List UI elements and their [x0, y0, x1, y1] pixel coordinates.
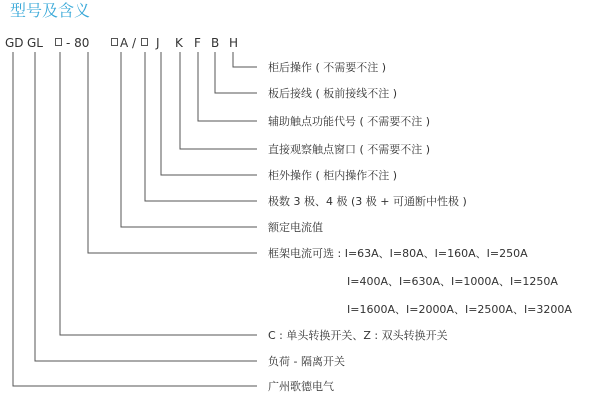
leader-gl — [35, 52, 257, 361]
desc-manufacturer: 广州歌德电气 — [268, 380, 334, 393]
desc-load-isolation: 负荷 - 隔离开关 — [268, 355, 345, 368]
leader-switch — [60, 52, 257, 335]
leader-f — [198, 52, 257, 121]
code-k: K — [175, 36, 183, 50]
leader-j — [161, 52, 257, 175]
code-f: F — [194, 36, 201, 50]
leader-gd — [13, 52, 257, 386]
leader-h — [233, 52, 257, 67]
desc-frame-current-3: I=1600A、I=2000A、I=2500A、I=3200A — [347, 303, 572, 316]
desc-rear-operation: 柜后操作 ( 不需要不注 ) — [268, 61, 387, 74]
desc-frame-current: 框架电流可选 : I=63A、I=80A、I=160A、I=250A — [268, 247, 528, 260]
desc-switch-type: C : 单头转换开关、Z : 双头转换开关 — [268, 329, 448, 342]
page-title: 型号及含义 — [10, 1, 91, 20]
desc-poles: 极数 3 极、4 极 (3 极 + 可通断中性极 ) — [268, 195, 467, 208]
leader-poles — [145, 52, 257, 201]
desc-rated-current: 额定电流值 — [268, 221, 323, 234]
code-j: J — [156, 36, 160, 50]
code-h: H — [229, 36, 239, 50]
code-dash80: - 80 — [66, 36, 90, 50]
desc-external-operation: 柜外操作 ( 柜内操作不注 ) — [268, 169, 398, 182]
code-a-slash: A / — [120, 36, 137, 50]
leader-frame — [88, 52, 257, 253]
desc-contact-window: 直接观察触点窗口 ( 不需要不注 ) — [268, 143, 431, 156]
code-b: B — [211, 36, 220, 50]
code-gl: GL — [27, 36, 43, 50]
leader-b — [215, 52, 257, 93]
code-gd: GD — [5, 36, 24, 50]
desc-frame-current-2: I=400A、I=630A、I=1000A、I=1250A — [347, 275, 558, 288]
desc-aux-contact: 辅助触点功能代号 ( 不需要不注 ) — [268, 115, 431, 128]
desc-rear-wiring: 板后接线 ( 板前接线不注 ) — [268, 87, 398, 100]
